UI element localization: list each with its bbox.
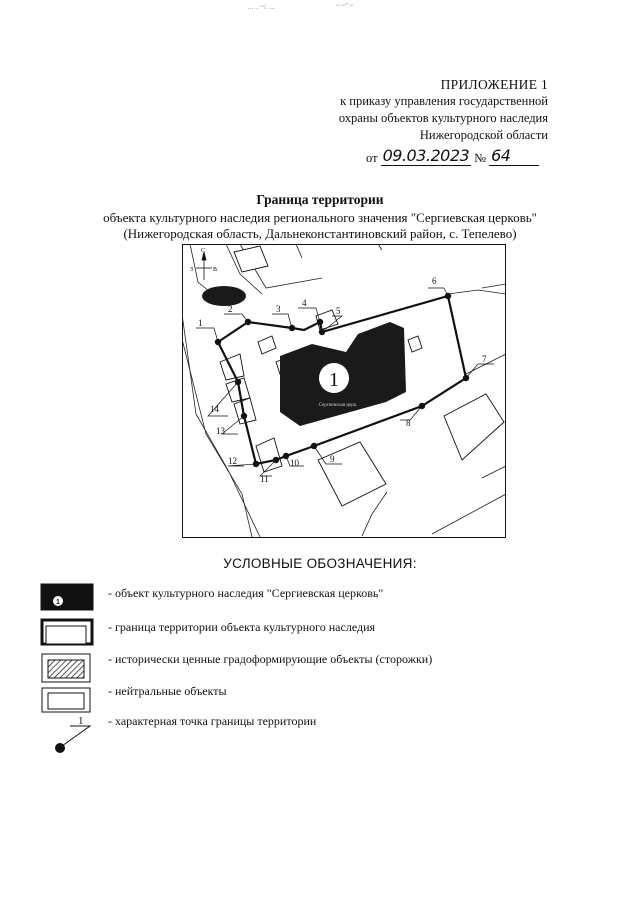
order-number: 64 <box>489 146 539 166</box>
appendix-line-3: Нижегородской области <box>419 128 548 142</box>
scan-mark-left: ... .. ~/. ... <box>248 3 275 11</box>
point-label-2: 2 <box>228 304 233 314</box>
appendix-line-2: охраны объектов культурного наследия <box>338 111 548 125</box>
document-title: Граница территории <box>256 192 384 207</box>
point-label-8: 8 <box>406 418 411 428</box>
appendix-header <box>288 76 548 144</box>
document-location: (Нижегородская область, Дальнеконстантиновский район, с. Тепелево) <box>123 226 517 241</box>
object-caption: Сергиевская церк. <box>318 403 358 408</box>
boundary-point-icon <box>40 712 100 756</box>
redaction-mark <box>202 286 246 306</box>
point-label-13: 13 <box>216 426 225 436</box>
point-label-7: 7 <box>482 354 487 364</box>
point-label-11: 11 <box>260 474 269 484</box>
legend-text-3: - исторически ценные градоформирующие объекты (сторожки) <box>108 652 433 666</box>
point-label-1: 1 <box>198 318 203 328</box>
historic-objects-icon <box>40 652 94 684</box>
legend-text-5: - характерная точка границы территории <box>108 714 317 728</box>
point-label-12: 12 <box>228 456 237 466</box>
neutral-objects-icon <box>40 686 94 714</box>
point-label-9: 9 <box>330 454 335 464</box>
point-label-4: 4 <box>302 298 307 308</box>
legend-title: УСЛОВНЫЕ ОБОЗНАЧЕНИЯ: <box>223 556 417 571</box>
order-date-line <box>366 146 539 166</box>
object-number: 1 <box>329 369 339 391</box>
legend-text-2: - граница территории объекта культурного наследия <box>108 620 376 634</box>
territory-map <box>182 244 506 538</box>
compass-east: В <box>213 267 218 273</box>
legend-text-4: - нейтральные объекты <box>108 684 227 698</box>
compass-north: С <box>201 248 206 254</box>
boundary-point-icon-number: 1 <box>78 715 84 727</box>
heritage-object-icon <box>40 583 94 611</box>
order-date: 09.03.2023 <box>382 146 470 165</box>
appendix-line-1: к приказу управления государственной <box>340 94 548 108</box>
date-prefix: от <box>366 151 378 165</box>
compass-west: З <box>190 267 194 273</box>
point-label-5: 5 <box>336 306 341 316</box>
point-label-14: 14 <box>210 404 219 414</box>
appendix-title: ПРИЛОЖЕНИЕ 1 <box>440 77 548 92</box>
document-title-block <box>0 192 640 242</box>
point-label-3: 3 <box>276 304 281 314</box>
number-prefix: № <box>474 151 487 165</box>
point-label-6: 6 <box>432 276 437 286</box>
document-subtitle: объекта культурного наследия регионального значения "Сергиевская церковь" <box>103 210 537 225</box>
territory-boundary-icon <box>40 618 94 646</box>
scan-mark-right: ~ ~'' ~ <box>336 2 354 10</box>
point-label-10: 10 <box>290 458 299 468</box>
legend-text-1: - объект культурного наследия "Сергиевская церковь" <box>108 586 384 600</box>
heritage-icon-number: 1 <box>56 599 60 606</box>
